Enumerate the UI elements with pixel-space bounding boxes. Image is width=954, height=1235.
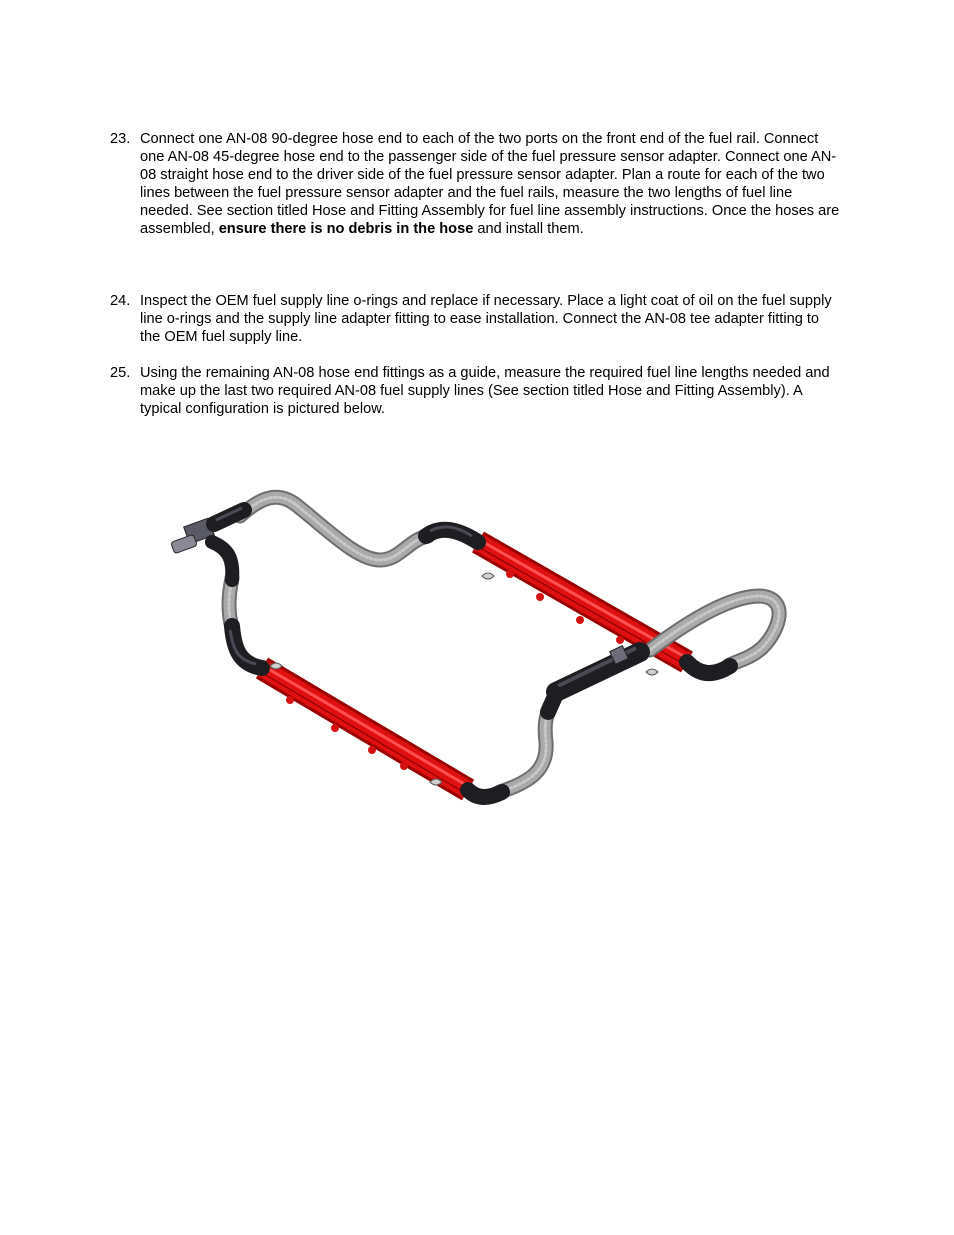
rear-fuel-rail [476, 538, 689, 675]
front-fuel-rail [260, 663, 470, 796]
fuel-hoses [229, 497, 779, 792]
step-number: 25. [110, 365, 131, 381]
hose-end-fittings [171, 508, 730, 797]
step-text: Inspect the OEM fuel supply line o-rings and replace if necessary. Place a light coat of oil on the fuel supply line o-rings and the supply line adapter fitting to ease installation. Connect the AN-08 tee adapter fitting to the OEM fuel supply line. [140, 293, 832, 345]
step-25 [110, 364, 840, 418]
step-text: Connect one AN-08 90-degree hose end to each of the two ports on the front end of the fuel rail. Connect one AN-08 45-degree hose end to the passenger side of the fuel pressure sensor adapter. Connect one AN-08 straight hose end to the driver side of the fuel pressure sensor adapter. Plan a route for each of the two lines between the fuel pressure sensor adapter and the fuel rails, measure the two lengths of fuel line needed. See section titled Hose and Fitting Assembly for fuel line assembly instructions. Once the hoses are assembled, ensure there is no debris in the hose and install them. [140, 131, 840, 237]
step-23 [110, 130, 840, 238]
step-text: Using the remaining AN-08 hose end fittings as a guide, measure the required fuel line lengths needed and make up the last two required AN-08 fuel supply lines (See section titled Hose and Fitting Assembly). A typical configuration is pictured below. [140, 365, 830, 417]
step-number: 24. [110, 293, 131, 309]
fuel-rail-assembly-figure [160, 480, 800, 820]
warning-emphasis: ensure there is no debris in the hose [218, 221, 474, 237]
step-number: 23. [110, 131, 131, 147]
step-24 [110, 292, 840, 346]
